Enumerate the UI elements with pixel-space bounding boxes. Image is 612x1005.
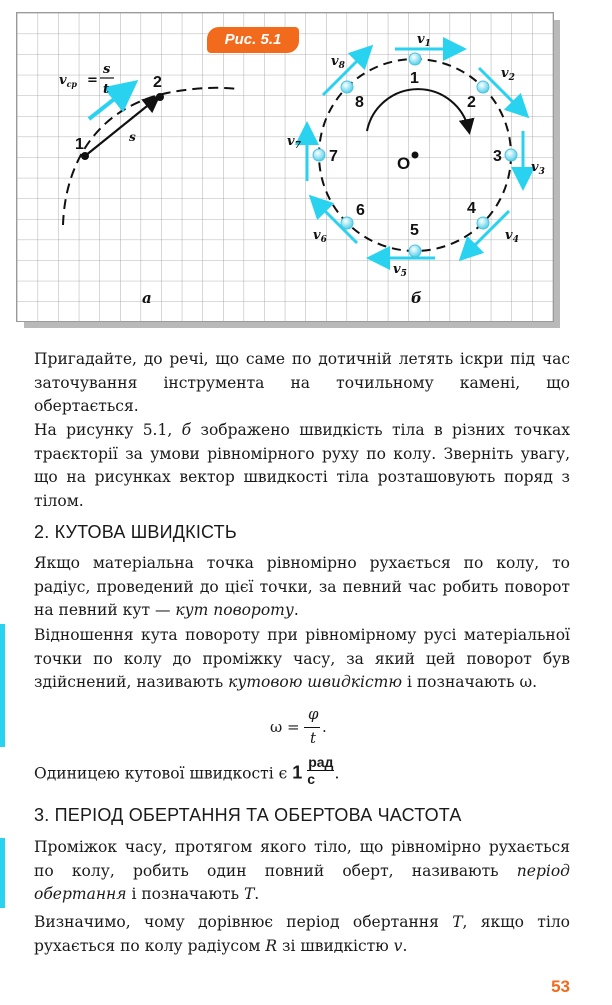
page-number: 53 <box>551 977 570 996</box>
velocity-label-1: $v_1$ <box>417 32 431 49</box>
point-label-8: 8 <box>355 94 364 111</box>
figure-drawing <box>17 13 553 321</box>
velocity-label-8: $v_8$ <box>331 54 345 71</box>
paragraph-sparks: Пригадайте, до речі, що саме по дотичній летять іскри під час заточування інструмента на точильному камені, що обертається. <box>34 350 570 415</box>
definition-bar-angular-velocity <box>0 624 5 747</box>
vector-s-label: s <box>129 130 136 144</box>
svg-text:vср: $v_{ср}$ <box>59 73 78 89</box>
body-2 <box>477 81 489 93</box>
svg-text:t: t <box>103 82 110 97</box>
angular-velocity-unit: Одиницею кутової швидкості є 1 рад с . <box>34 754 340 787</box>
velocity-label-3: $v_3$ <box>531 160 545 177</box>
body-8 <box>341 81 353 93</box>
paragraph-figure-reference: На рисунку 5.1, б зображено швидкість тіла в різних точках траєкторії за умови рівномірного руху по колу. Зверніть увагу, що на рисунках вектор швидкості тіла розташовують поряд з тілом. <box>34 421 570 510</box>
point-label-5: 5 <box>410 222 419 239</box>
label-a: а <box>142 289 152 307</box>
body-3 <box>505 149 517 161</box>
period-definition: Проміжок часу, протягом якого тіло, що рівномірно рухається по колу, робить один повний оберт, називають період обертання і позначають T. <box>34 838 570 903</box>
figure-5-1 <box>16 12 560 328</box>
figure-caption-badge: Рис. 5.1 <box>207 27 299 53</box>
center-dot <box>412 152 419 159</box>
period-question: Визначимо, чому дорівнює період обертання T, якщо тіло рухається по колу радіусом R зі швидкістю v. <box>34 913 571 955</box>
body-1 <box>409 53 421 65</box>
figure-panel <box>16 12 554 322</box>
svg-text:s: s <box>103 62 111 77</box>
body-5 <box>409 245 421 257</box>
velocity-label-6: $v_6$ <box>313 228 327 245</box>
svg-text:=: = <box>87 73 98 88</box>
point-label-2: 2 <box>467 94 476 111</box>
body-4 <box>477 217 489 229</box>
point-label-6: 6 <box>356 202 365 219</box>
left-point-2-label: 2 <box>153 74 162 91</box>
section-2-heading: 2. КУТОВА ШВИДКІСТЬ <box>34 522 237 542</box>
velocity-label-7: $v_7$ <box>287 134 301 151</box>
left-point-1-label: 1 <box>75 136 84 153</box>
center-label: O <box>397 154 411 173</box>
section-3-heading: 3. ПЕРІОД ОБЕРТАННЯ ТА ОБЕРТОВА ЧАСТОТА <box>34 805 462 825</box>
angular-velocity-definition: Відношення кута повороту при рівномірному русі матеріальної точки по колу до проміжку часу, за який цей поворот був здійснений, називають кутовою швидкістю і позначають ω. <box>34 626 570 691</box>
point-2-dot <box>156 93 164 101</box>
body-7 <box>313 149 325 161</box>
body-6 <box>341 217 353 229</box>
point-label-3: 3 <box>493 148 502 165</box>
velocity-label-5: $v_5$ <box>393 262 407 279</box>
point-label-4: 4 <box>467 200 476 217</box>
point-label-7: 7 <box>329 148 338 165</box>
label-b: б <box>411 289 422 307</box>
point-label-1: 1 <box>410 70 419 87</box>
velocity-label-2: $v_2$ <box>501 66 515 83</box>
definition-bar-period <box>0 838 5 908</box>
section-2-intro: Якщо матеріальна точка рівномірно рухається по колу, то радіус, проведений до цієї точки, за певний час робить поворот на певний кут — кут повороту. <box>34 554 570 619</box>
grid <box>17 13 553 321</box>
point-1-dot <box>81 152 89 160</box>
velocity-label-4: $v_4$ <box>505 228 519 245</box>
